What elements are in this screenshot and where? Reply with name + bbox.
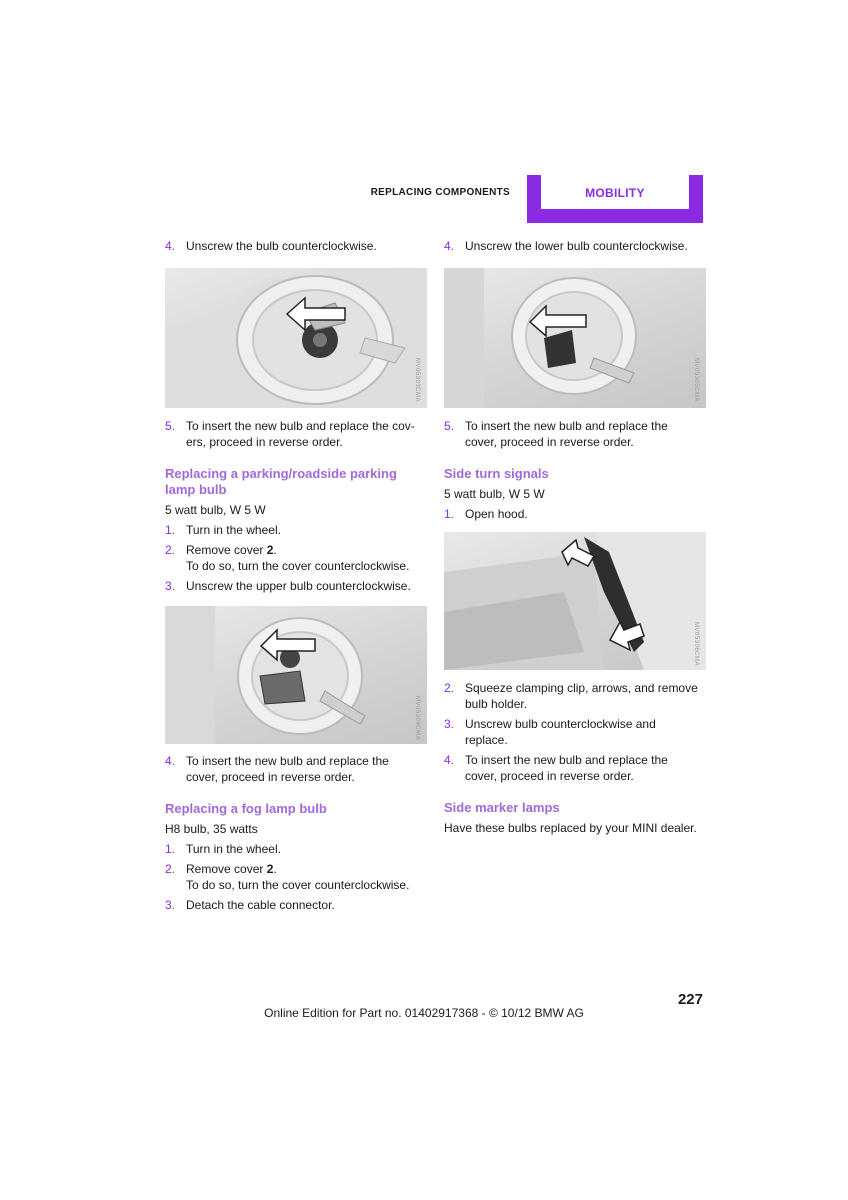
step-text: Unscrew the upper bulb counterclockwise. [186,579,411,593]
illustration-parking-lamp [165,606,427,744]
figure-code: MV05306CMA [693,622,699,667]
figure-code: MV05305CMA [693,358,699,403]
side-marker-note: Have these bulbs replaced by your MINI dealer. [444,821,697,835]
cover-number: 2 [266,543,274,557]
step-number: 4. [444,753,455,767]
step-item [165,238,427,254]
text-line: To insert the new bulb and replace the [186,754,389,768]
step-item [444,752,706,784]
step-number: 5. [165,419,176,433]
step-text [186,753,427,785]
step-item [165,861,427,893]
text-line: ers, proceed in reverse order. [186,435,343,449]
step-number: 1. [165,523,176,537]
step-number: 1. [165,842,176,856]
step-item [444,418,706,450]
bulb-spec: 5 watt bulb, W 5 W [165,503,266,517]
step-number: 2. [165,543,176,557]
text-line: Squeeze clamping clip, arrows, and remove [465,681,698,695]
step-number: 5. [444,419,455,433]
step-item [444,238,706,254]
step-item [165,578,427,594]
page-number: 227 [677,991,703,1008]
illustration-headlamp [165,268,427,408]
text-run: . [273,543,277,557]
text-line: To insert the new bulb and replace the [465,753,668,767]
step-subtext: To do so, turn the cover counterclockwise. [186,878,410,892]
step-item [165,542,427,574]
section-heading-side-marker-lamps: Side marker lamps [444,800,560,815]
step-text [186,542,427,574]
step-number: 1. [444,507,455,521]
text-run: Remove cover [186,543,267,557]
step-item [165,897,427,913]
step-number: 2. [165,862,176,876]
bulb-spec: H8 bulb, 35 watts [165,822,258,836]
step-item [165,522,427,538]
footer-edition-note: Online Edition for Part no. 01402917368 - © 10/12 BMW AG [264,1006,584,1020]
figure-code: MV05304CMA [414,696,420,741]
figure-lower-bulb [444,268,706,408]
figure-code: MV05303CMA [414,358,420,403]
text-line: To insert the new bulb and replace the [465,419,668,433]
step-item [165,418,427,450]
illustration-lower-bulb [444,268,706,408]
illustration-side-turn-signal [444,532,706,670]
section-heading-parking-lamp: Replacing a parking/roadside parking lamp bulb [165,466,397,497]
step-number: 3. [165,898,176,912]
step-item [444,506,706,522]
figure-headlamp-bulb-cover [165,268,427,408]
step-text [465,418,706,450]
step-text: Unscrew the bulb counterclockwise. [186,239,377,253]
running-header-section: REPLACING COMPONENTS [370,187,510,198]
left-column [165,238,427,913]
chapter-tab-label: MOBILITY [541,175,689,209]
step-text [465,716,706,748]
step-item [444,716,706,748]
text-line: cover, proceed in reverse order. [186,770,355,784]
text-line: replace. [465,733,508,747]
step-number: 2. [444,681,455,695]
text-run: Remove cover [186,862,267,876]
text-line: Unscrew bulb counterclockwise and [465,717,656,731]
text-line: cover, proceed in reverse order. [465,435,634,449]
text-line: To insert the new bulb and replace the cov- [186,419,415,433]
right-column [444,238,706,836]
step-item [165,841,427,857]
step-text [186,861,427,893]
step-text [465,752,706,784]
step-text: Open hood. [465,507,528,521]
step-text: Turn in the wheel. [186,842,281,856]
bulb-spec: 5 watt bulb, W 5 W [444,487,545,501]
step-text: Unscrew the lower bulb counterclockwise. [465,239,688,253]
step-text [465,680,706,712]
step-number: 3. [165,579,176,593]
section-heading-side-turn-signals: Side turn signals [444,466,549,481]
step-subtext: To do so, turn the cover counterclockwise. [186,559,410,573]
text-line: cover, proceed in reverse order. [465,769,634,783]
figure-parking-lamp-bulb [165,606,427,744]
step-item [444,680,706,712]
step-number: 4. [444,239,455,253]
text-line: bulb holder. [465,697,528,711]
text-run: . [273,862,277,876]
step-text: Turn in the wheel. [186,523,281,537]
step-text: Detach the cable connector. [186,898,335,912]
step-number: 3. [444,717,455,731]
cover-number: 2 [266,862,274,876]
step-number: 4. [165,754,176,768]
step-text [186,418,427,450]
figure-side-turn-signal [444,532,706,670]
step-number: 4. [165,239,176,253]
section-heading-fog-lamp: Replacing a fog lamp bulb [165,801,327,816]
step-item [165,753,427,785]
